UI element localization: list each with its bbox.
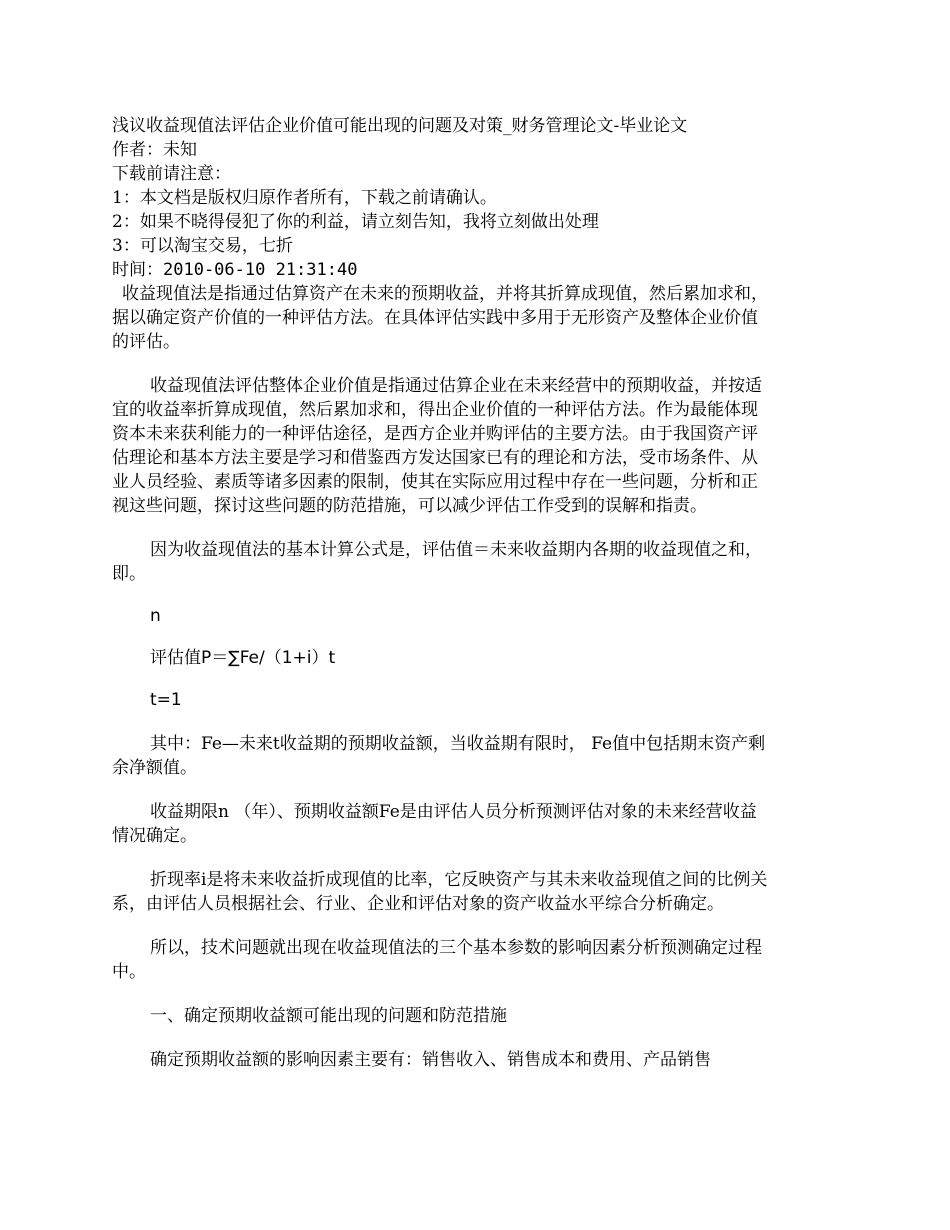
document-title: 浅议收益现值法评估企业价值可能出现的问题及对策_财务管理论文-毕业论文 xyxy=(112,116,688,136)
paragraph-formula-intro: 因为收益现值法的基本计算公式是，评估值＝未来收益期内各期的收益现值之和，即。 xyxy=(112,540,762,584)
author-line: 作者：未知 xyxy=(112,140,197,160)
notice-item-1: 1：本文档是版权归原作者所有，下载之前请确认。 xyxy=(112,188,497,208)
notice-item-3: 3：可以淘宝交易，七折 xyxy=(112,236,293,256)
paragraph-rate-definition: 折现率i是将未来收益折成现值的比率，它反映资产与其未来收益现值之间的比例关系，由评估人员根据社会、行业、企业和评估对象的资产收益水平综合分析确定。 xyxy=(112,870,768,914)
paragraph-fe-definition: 其中：Fe—未来t收益期的预期收益额，当收益期有限时， Fe值中包括期末资产剩余净额值。 xyxy=(112,734,766,778)
paragraph-period-definition: 收益期限n （年）、预期收益额Fe是由评估人员分析预测评估对象的未来经营收益情况确定。 xyxy=(112,802,757,846)
paragraph-factors: 确定预期收益额的影响因素主要有：销售收入、销售成本和费用、产品销售 xyxy=(150,1050,711,1070)
section-heading: 一、确定预期收益额可能出现的问题和防范措施 xyxy=(150,1006,507,1026)
paragraph-conclusion: 所以，技术问题就出现在收益现值法的三个基本参数的影响因素分析预测确定过程中。 xyxy=(112,938,762,982)
paragraph-intro: 收益现值法是指通过估算资产在未来的预期收益，并将其折算成现值，然后累加求和，据以确定资产价值的一种评估方法。在具体评估实践中多用于无形资产及整体企业价值的评估。 xyxy=(112,284,768,352)
formula-upper-limit: n xyxy=(150,606,161,626)
timestamp-value: 2010-06-10 21:31:40 xyxy=(163,260,358,280)
formula-main: 评估值P＝∑Fe/（1+i）t xyxy=(150,648,336,668)
timestamp-line xyxy=(112,258,768,282)
paragraph-body: 收益现值法评估整体企业价值是指通过估算企业在未来经营中的预期收益，并按适宜的收益率折算成现值，然后累加求和，得出企业价值的一种评估方法。作为最能体现资本未来获利能力的一种评估途径，是西方企业并购评估的主要方法。由于我国资产评估理论和基本方法主要是学习和借鉴西方发达国家已有的理论和方法，受市场条件、从业人员经验、素质等诸多因素的限制，使其在实际应用过程中存在一些问题，分析和正视这些问题，探讨这些问题的防范措施，可以减少评估工作受到的误解和指责。 xyxy=(112,376,762,516)
document-page xyxy=(112,114,768,1072)
formula-lower-limit: t=1 xyxy=(150,690,182,710)
notice-item-2: 2：如果不晓得侵犯了你的利益，请立刻告知，我将立刻做出处理 xyxy=(112,212,599,232)
notice-heading: 下载前请注意： xyxy=(112,164,231,184)
timestamp-label: 时间： xyxy=(112,260,163,280)
